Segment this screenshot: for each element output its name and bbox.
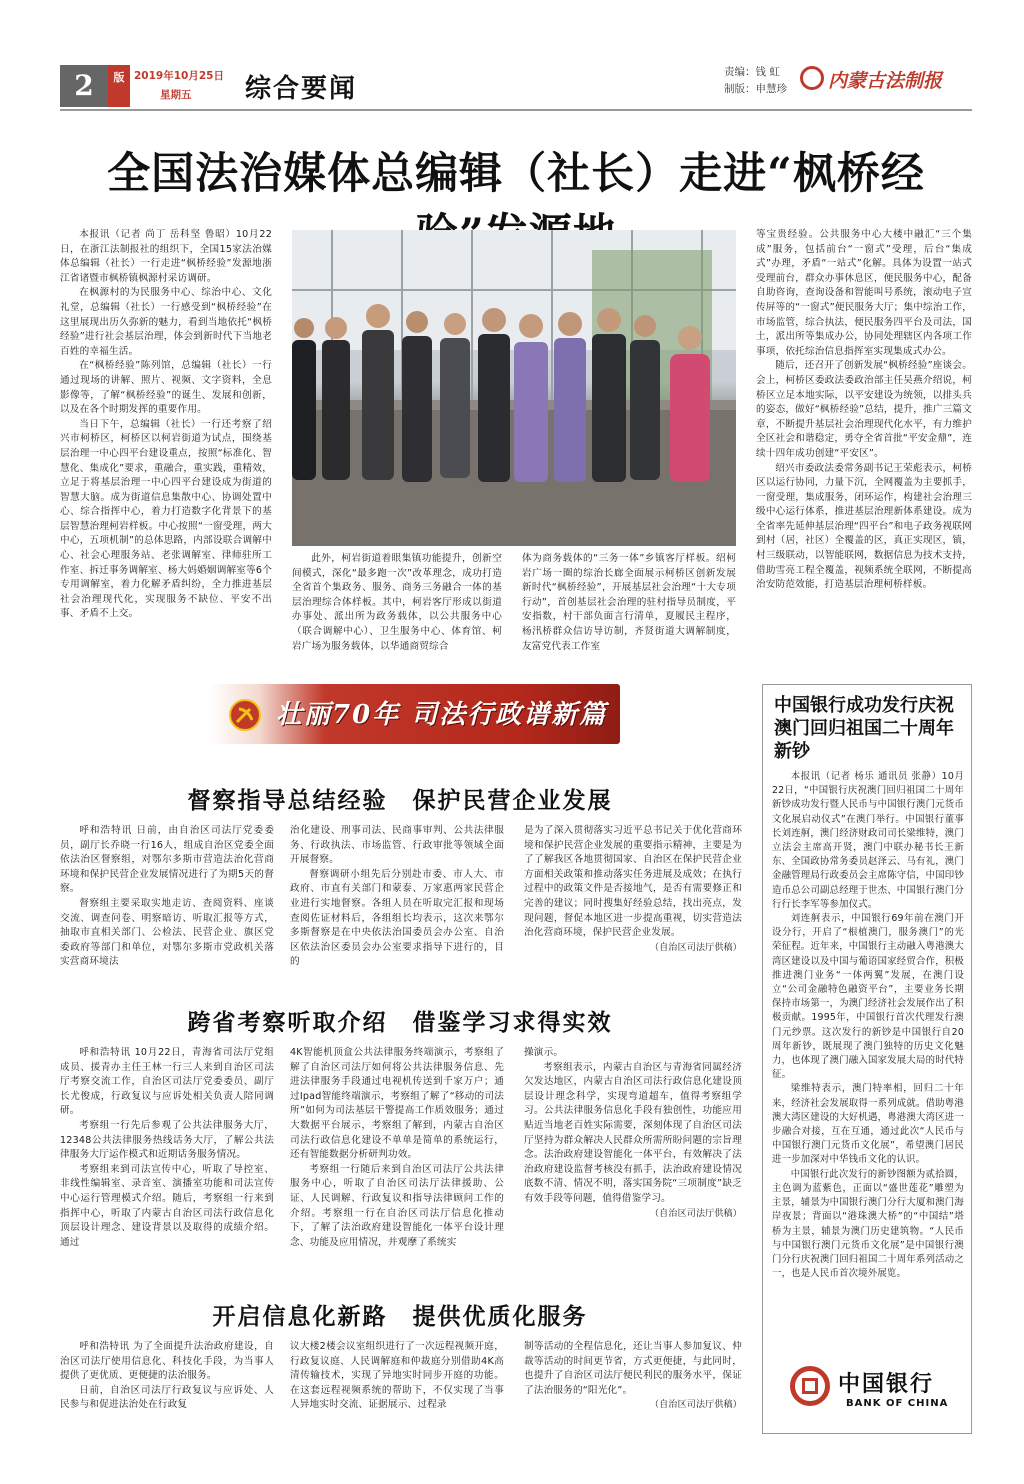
lead-headline: 全国法治媒体总编辑（社长）走进“枫桥经 [107, 149, 925, 199]
bank-name-cn: 中国银行 [838, 1371, 935, 1397]
article2-paragraph: 是为了深入贯彻落实习近平总书记关于优化营商环境和保护民营企业发展的重要指示精神，主要是为了了解我区各地贯彻国家、自治区在保护民营企业方面相关政策和推动落实任务进展及成效；在执行过程中的政策文件是否接地气，是否有需要修正和完善的建议；同时搜集好经验总结，找出亮点，发现问题，督促本地区进一步提高重视，切实营造法治化营商环境，保护民营企业发展。 [524, 825, 742, 939]
article4-column-2 [290, 1340, 504, 1413]
article4-credit: （自治区司法厅供稿） [649, 1400, 742, 1411]
article3-column-3 [524, 1046, 742, 1221]
article4-paragraph: 日前，自治区司法厅行政复议与应诉处、人民参与和促进法治处在行政复 [60, 1384, 274, 1411]
page-number: 2 [60, 65, 108, 107]
section-title: 综合要闻 [245, 74, 358, 104]
article3-paragraph: 考察组来到司法宣传中心，听取了导控室、非线性编辑室、录音室、演播室功能和司法宣传中心运行管理模式介绍。随后，考察组一行来到指挥中心，听取了内蒙古自治区司法行政信息化顶层设计理念、建设背景以及取得的成绩介绍。通过 [60, 1163, 274, 1248]
article4-column-1 [60, 1340, 274, 1413]
party-emblem-icon [228, 698, 262, 732]
lead-paragraph: 此外，柯岩街道着眼集镇功能提升，创新空间模式，深化“最多跑一次”改革理念，成功打造全省首个集政务、服务、商务三务融合一体的基层治理综合体样板。其中，柯岩客厅形成以街道办事处、派出所为政务载体，以公共服务中心（联合调解中心）、卫生服务中心、体育馆、柯岩广场为服务载体，以华通商贸综合 [292, 553, 502, 652]
lead-paragraph: 当日下午，总编辑（社长）一行还考察了绍兴市柯桥区，柯桥区以柯岩街道为试点，围绕基层治理一中心四平台建设重点，按照“标准化、智慧化、集成化”要求，重融合，重实践，重精效，立足于将基层治理一中心四平台建设成为街道的智慧大脑。成为街道信息集散中心、协调处置中心、综合指挥中心，着力打造数字化背景下的基层智慧治理柯岩样板。中心按照“一窗受理，两大中心，五项机制”的总体思路，内部设联合调解中心、社会心理服务站、老张调解室、律师驻所工作室、拆迁事务调解室、杨大妈婚姻调解室等6个专用调解室，着力化解矛盾纠纷，全力推进基层社会治理现代化，实现服务不缺位、平安不出事、矛盾不上交。 [60, 418, 272, 620]
page-label: 版 [108, 65, 130, 107]
sidebar-paragraph: 本报讯（记者 杨乐 通讯员 张静）10月22日，“中国银行庆祝澳门回归祖国二十周年新钞成功发行暨人民币与中国银行澳门元货币文化展启动仪式”在澳门举行。中国银行董事长刘连舸，澳门经济财政司司长梁维特，澳门立法会主席高开贤，澳门中联办秘书长王新东、全国政协常务委员赵泽云、马有礼，澳门金融管理局行政委员会主席陈守信，中国印钞造币总公司副总经理于世杰、中国银行澳门分行行长李军等参加仪式。 [772, 771, 964, 910]
lead-photo [292, 230, 736, 546]
article4-column-3 [524, 1340, 742, 1413]
lead-paragraph: 在枫源村的为民服务中心、综治中心、文化礼堂，总编辑（社长）一行感受到“枫桥经验”在这里展现出历久弥新的魅力，看到当地依托“枫桥经验”进行社会基层治理，体会到新时代下当地老百姓的幸福生活。 [60, 287, 272, 357]
article2-paragraph: 呼和浩特讯 日前，由自治区司法厅党委委员，副厅长乔晓一行16人，组成自治区党委全面依法治区督察组，对鄂尔多斯市营造法治化营商环境和保护民营企业发展情况进行了为期5天的督察。 [60, 825, 274, 895]
article4-paragraph: 呼和浩特讯 为了全面提升法治政府建设，自治区司法厅使用信息化、科技化手段，为当事人提供了更优质、更便捷的法治服务。 [60, 1341, 274, 1382]
series-banner-text: 壮丽70年 司法行政谱新篇 [276, 700, 608, 730]
newspaper-logo-icon [800, 66, 824, 90]
sidebar-body [772, 770, 964, 1281]
lead-column-4 [756, 228, 972, 593]
article4-paragraph: 议大楼2楼会议室组织进行了一次远程视频开庭，行政复议庭、人民调解庭和仲裁庭分别借助4K高清传输技术，实现了异地实时同步开庭的功能。在这套远程视频系统的帮助下，不仅实现了当事人异地实时交流、证据展示、过程录 [290, 1341, 504, 1411]
article2-column-2 [290, 824, 504, 970]
article3-credit: （自治区司法厅供稿） [649, 1208, 742, 1219]
lead-paragraph: 在“枫桥经验”陈列馆，总编辑（社长）一行通过现场的讲解、照片、视频、文字资料，全息影像等，了解“枫桥经验”的诞生、发展和创新，以及在各个时期发挥的重要作用。 [60, 360, 272, 416]
article2-headline: 督察指导总结经验 保护民营企业发展 [187, 787, 613, 814]
sidebar-headline: 中国银行成功发行庆祝澳门回归祖国二十周年新钞 [774, 695, 954, 762]
bank-name-en: BANK OF CHINA [846, 1398, 949, 1409]
article2-paragraph: 督察调研小组先后分别赴市委、市人大、市政府、市直有关部门和蒙泰、万家惠两家民营企业进行实地督察。各组人员在听取完汇报和现场查阅佐证材料后，各组组长均表示，这次来鄂尔多斯督察是在中央依法治国委员会办公室、自治区依法治区委员会办公室要求指导下进行的，目的 [290, 868, 504, 968]
article4-headline: 开启信息化新路 提供优质化服务 [212, 1303, 588, 1330]
article3-paragraph: 操演示。 [524, 1047, 564, 1058]
article3-paragraph: 考察组表示，内蒙古自治区与青海省同属经济欠发达地区，内蒙古自治区司法行政信息化建设顶层设计理念科学，实现弯道超车，值得考察组学习。公共法律服务信息化手段有独创性，功能应用贴近当地老百姓实际需要，深刻体现了自治区司法厅坚持为群众解决人民群众所需所盼问题的宗旨理念。法治政府建设智能化一体平台，有效解决了法治政府建设监督考核没有抓手，法治政府建设情况底数不清、情况不明，落实国务院“三项制度”缺乏有效手段等问题，值得借鉴学习。 [524, 1061, 742, 1204]
article3-paragraph: 4K智能机顶盒公共法律服务终端演示，考察组了解了自治区司法厅如何将公共法律服务信息、先进法律服务手段通过电视机传送到千家万户；通过Ipad智能终端演示，考察组了解了“移动的司法所”如何为司法基层干警提高工作质效服务；通过大数据平台展示，考察组了解到，内蒙古自治区司法行政信息化建设不单单是简单的系统运行，还有智能数据分析研判功效。 [290, 1047, 504, 1161]
masthead-rule [60, 109, 972, 111]
newspaper-name: 内蒙古法制报 [828, 70, 943, 92]
sidebar-paragraph: 中国银行此次发行的新钞图额为贰拾圆，主色调为蓝紫色，正面以“盛世莲花”雕塑为主景，辅景为中国银行澳门分行大厦和澳门海岸夜景；背面以“港珠澳大桥”的“中国结”塔桥为主景，辅景为澳门历史建筑物。“人民币与中国银行澳门元货币文化展”是中国银行澳门分行庆祝澳门回归祖国二十周年系列活动之一，也是人民币首次境外展览。 [772, 1168, 964, 1280]
article4-paragraph: 制等活动的全程信息化，还让当事人参加复议、仲裁等活动的时间更节省，方式更便捷，与此同时，也提升了自治区司法厅便民利民的服务水平，保证了法治服务的“阳光化”。 [524, 1341, 742, 1396]
sidebar-paragraph: 梁维特表示，澳门特率相，回归二十年来，经济社会发展取得一系列成就。借助粤港澳大湾区建设的大好机遇，粤港澳大湾区进一步融合对接，互在互通，通过此次“人民币与中国银行澳门元货币文化展”，希望澳门居民进一步加深对中华钱币文化的认识。 [772, 1083, 964, 1166]
lead-column-3 [522, 552, 736, 654]
article2-column-3 [524, 824, 742, 955]
article3-paragraph: 呼和浩特讯 10月22日，青海省司法厅党组成员、援青办主任王林一行三人来到自治区司法厅考察交流工作，自治区司法厅党委委员、副厅长尤俊成，行政复议与应诉处相关负责人陪同调研。 [60, 1047, 274, 1117]
lead-paragraph: 等宝贵经验。公共服务中心大楼中融汇“三个集成”服务，包括前台“一窗式”受理，后台“集成式”办理，矛盾“一站式”化解。具体为设置一站式受理前台，群众办事休息区，便民服务中心，配备自助咨询，查询设备和智能叫号系统，滚动电子宣传屏等的“一窗式”便民服务大厅；集中综治工作，市场监管，综合执法，便民服务四平台及司法，国土，派出所等集成办公，协同处理辖区内各项工作事项，依托综治信息指挥室实现集成式办公。 [756, 229, 973, 357]
producer-line: 制版：申慧珍 [724, 83, 787, 95]
lead-column-2 [292, 552, 502, 654]
article2-paragraph: 治化建设、刑事司法、民商事审判、公共法律服务、行政执法、市场监管、行政审批等领域全面开展督察。 [290, 825, 504, 866]
lead-paragraph: 绍兴市委政法委常务副书记王荣彪表示，柯桥区以运行协同，力量下沉，全网覆盖为主要抓手，一窗受理，集成服务，闭环运作，构建社会治理三级中心运行体系，推进基层治理新体系建设。成为全省率先延伸基层治理“四平台”和电子政务视联网到村（居，社区）全覆盖的区，真正实现区，镇，村三级联动，以智能联网，数据信息为技术支持，借助雪亮工程全覆盖，视频系统全联网，不断提高治安防范效能，打造基层治理柯桥样板。 [756, 462, 973, 591]
issue-date: 2019年10月25日 [134, 70, 224, 82]
article3-column-1 [60, 1046, 274, 1250]
article3-column-2 [290, 1046, 504, 1250]
sidebar-paragraph: 刘连舸表示，中国银行69年前在澳门开设分行，开启了“根植澳门，服务澳门”的光荣征程。近年来，中国银行主动融入粤港澳大湾区建设以及中国与葡语国家经贸合作，积极推进澳门业务“一体两翼”发展，在澳门设立“公司金融特色融资平台”，主要业务长期保持市场第一，为澳门经济社会发展作出了积极贡献。1995年，中国银行首次代理发行澳门元纱票。这次发行的新钞是中国银行自20周年新钞，既展现了澳门独特的历史文化魅力，也体现了澳门融入国家发展大局的时代特征。 [772, 913, 964, 1081]
bank-of-china-logo-inner-icon [802, 1378, 818, 1394]
article3-paragraph: 考察组一行先后参观了公共法律服务大厅，12348公共法律服务热线话务大厅，了解公共法律服务大厅运作模式和近期话务服务情况。 [60, 1119, 274, 1161]
lead-paragraph: 本报讯（记者 尚丁 岳科坚 鲁昭）10月22日，在浙江法制报社的组织下，全国15家法治媒体总编辑（社长）一行走进“枫桥经验”发源地浙江省诸暨市枫桥镇枫源村采访调研。 [60, 229, 272, 284]
article3-headline: 跨省考察听取介绍 借鉴学习求得实效 [187, 1009, 613, 1036]
lead-column-1 [60, 228, 272, 622]
lead-paragraph: 体为商务载体的“三务一体”乡镇客厅样板。绍柯岩广场一圈的综治长廊全面展示柯桥区创新发展新时代“枫桥经验”，开展基层社会治理“十大专项行动”，首创基层社会治理的驻村指导员制度，平安指数，村干部负面言行清单，夏履民主程序，杨汛桥群众信访导访制，齐贤街道大调解制度，友富党代表工作室 [522, 553, 736, 652]
article3-paragraph: 考察组一行随后来到自治区司法厅公共法律服务中心，听取了自治区司法厅法律援助、公证、人民调解、行政复议和指导法律顾问工作的介绍。考察组一行在自治区司法厅信息化推动下，了解了法治政府建设智能化一体平台设计理念、功能及应用情况，并观摩了系统实 [290, 1163, 504, 1248]
editor-line: 责编：钱 虹 [724, 66, 780, 78]
article2-column-1 [60, 824, 274, 970]
editor-credits [724, 64, 787, 98]
lead-photo-illustration [292, 230, 736, 546]
article2-paragraph: 督察组主要采取实地走访、查阅资料、座谈交流、调查问卷、明察暗访、听取汇报等方式，抽取市直相关部门、公检法、民营企业、旗区党委政府等部门和单位，对鄂尔多斯市党政机关落实营商环境法 [60, 897, 274, 968]
lead-paragraph: 随后，还召开了创新发展“枫桥经验”座谈会。会上，柯桥区委政法委政治部主任吴燕介绍说，柯桥区立足本地实际，以平安建设为统领，以排头兵的姿态，做好“枫桥经验”总结，提升，推广三篇文章，不断提升基层社会治理现代化水平，有力维护全区社会和谐稳定，勇夺全省首批“平安金鼎”，连续十四年成功创建“平安区”。 [756, 360, 973, 459]
article2-credit: （自治区司法厅供稿） [649, 942, 742, 953]
issue-weekday: 星期五 [160, 89, 192, 101]
